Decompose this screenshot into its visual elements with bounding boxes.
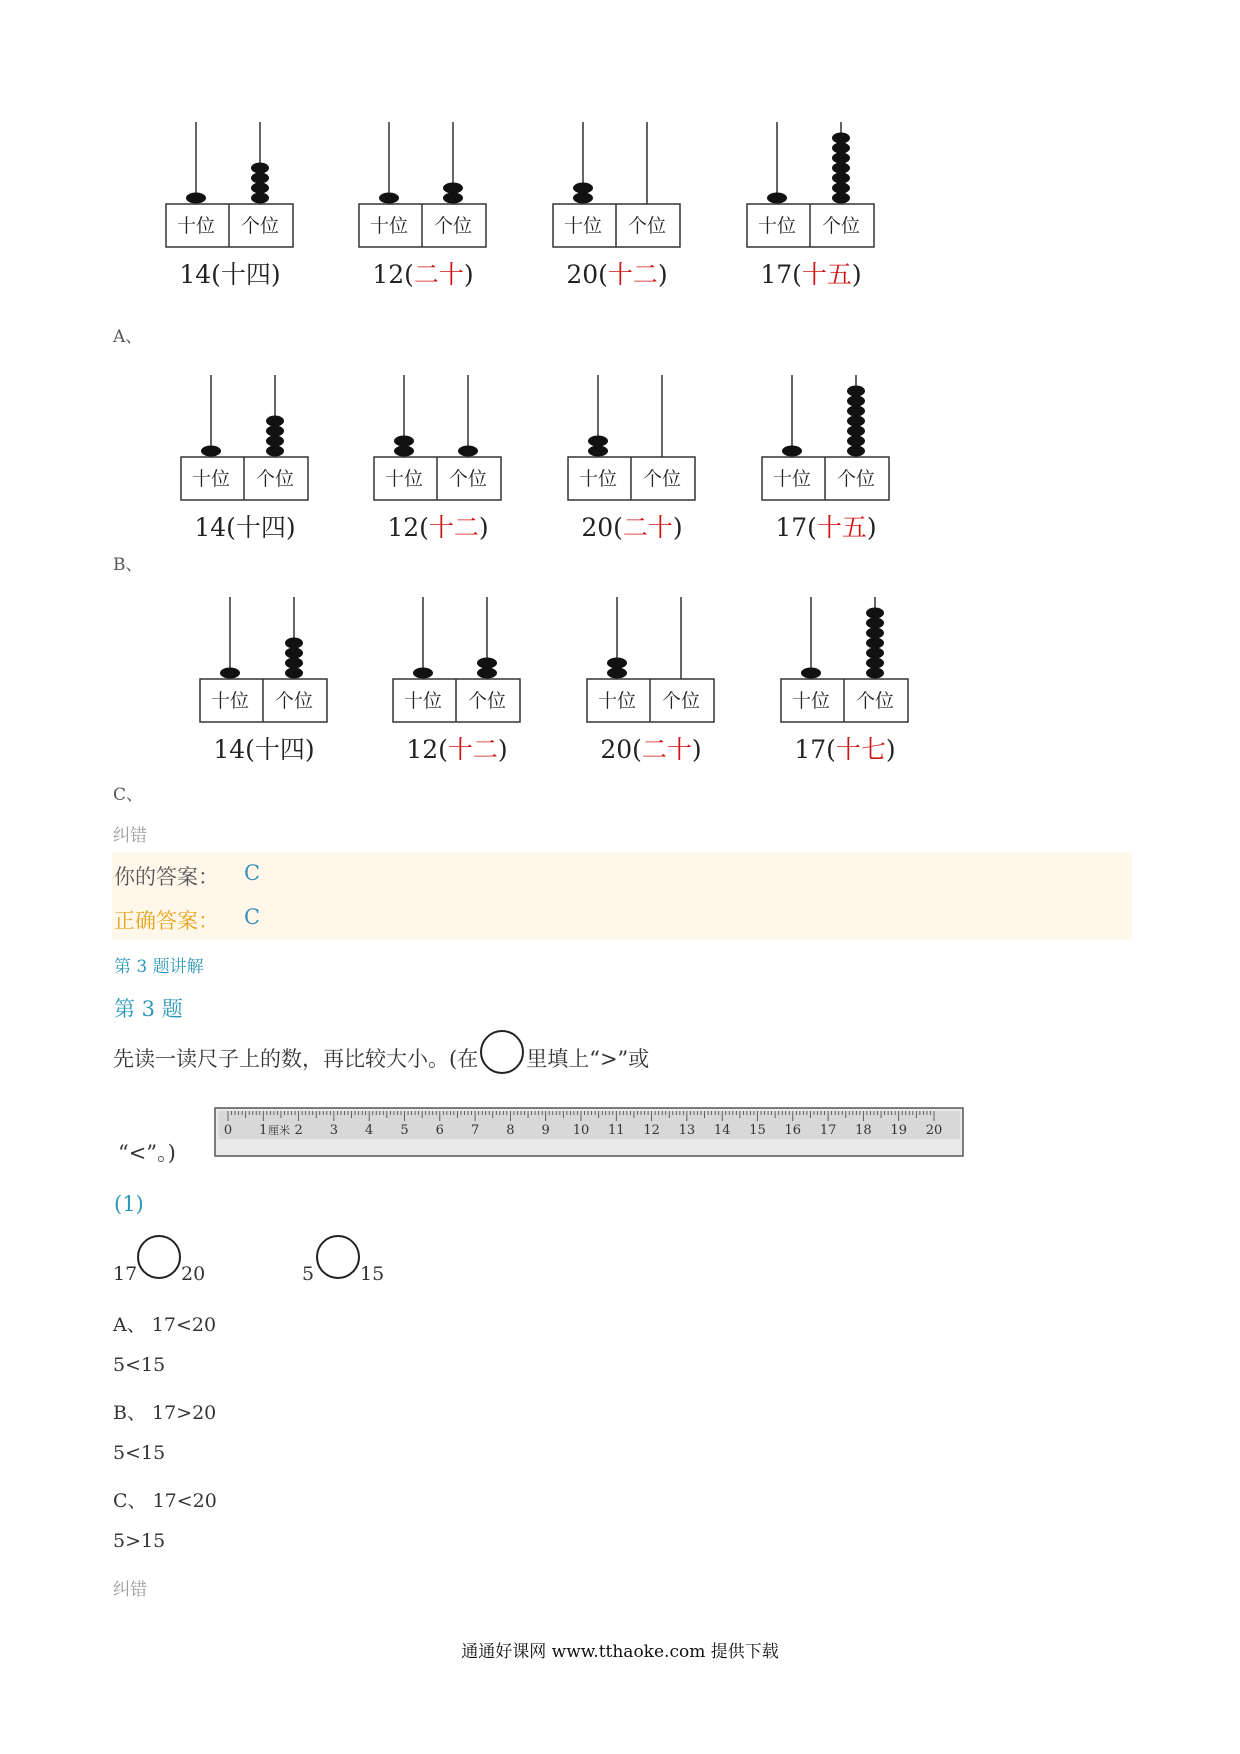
q3-explain-link[interactable]: 第 3 题讲解 xyxy=(114,957,204,977)
ones-bead xyxy=(847,446,865,457)
compare-2-left: 5 xyxy=(302,1263,315,1285)
abacus-caption xyxy=(557,508,707,544)
tens-bead xyxy=(782,446,802,457)
abacus-number: 20( xyxy=(581,513,623,542)
compare-circle-icon[interactable] xyxy=(316,1235,360,1279)
answer-box xyxy=(112,852,1132,940)
abacus-caption xyxy=(189,730,339,766)
ones-bead xyxy=(847,396,865,407)
option-c-label[interactable]: C、 xyxy=(113,785,144,805)
abacus-number: 14( xyxy=(194,513,236,542)
your-answer-label: 你的答案： xyxy=(114,865,219,889)
ones-label: 个位 xyxy=(433,215,473,237)
abacus-caption-close: ) xyxy=(851,260,862,289)
ones-bead xyxy=(266,426,284,437)
compare-1-right: 20 xyxy=(181,1263,206,1285)
ruler-tick-label: 0 xyxy=(223,1123,233,1138)
abacus-caption-close: ) xyxy=(478,513,489,542)
abacus-caption xyxy=(751,508,901,544)
abacus-reading: 二十 xyxy=(641,735,692,764)
ones-bead xyxy=(266,416,284,427)
abacus-caption xyxy=(155,255,305,291)
tens-bead xyxy=(767,193,787,204)
choice-c-line1[interactable]: C、 17<20 xyxy=(113,1490,217,1512)
abacus-reading: 十四 xyxy=(254,735,305,764)
ones-bead xyxy=(832,163,850,174)
tens-label: 十位 xyxy=(384,468,424,490)
abacus-caption-close: ) xyxy=(657,260,668,289)
abacus-reading: 二十 xyxy=(622,513,673,542)
blank-circle-icon xyxy=(480,1030,524,1074)
abacus-caption-close: ) xyxy=(866,513,877,542)
correction-link[interactable]: 纠错 xyxy=(113,826,147,846)
ruler-tick-label: 14 xyxy=(713,1123,731,1138)
abacus-reading: 十五 xyxy=(816,513,867,542)
q3-prompt-part1: 先读一读尺子上的数，再比较大小。(在 xyxy=(113,1047,479,1071)
ones-label: 个位 xyxy=(855,690,895,712)
ruler-tick-label: 20 xyxy=(925,1123,943,1138)
abacus-drawing xyxy=(165,120,295,250)
ones-bead xyxy=(866,648,884,659)
correct-answer-value: C xyxy=(244,905,261,929)
abacus-reading: 十四 xyxy=(220,260,271,289)
abacus-drawing xyxy=(358,120,488,250)
ones-bead xyxy=(847,386,865,397)
ones-bead xyxy=(251,173,269,184)
abacus xyxy=(761,373,891,548)
tens-bead xyxy=(588,436,608,447)
abacus xyxy=(199,595,329,770)
ruler-tick-label: 8 xyxy=(506,1123,515,1138)
tens-bead xyxy=(394,436,414,447)
ruler-tick-label: 16 xyxy=(784,1123,802,1138)
ones-bead xyxy=(266,446,284,457)
abacus xyxy=(586,595,716,770)
tens-label: 十位 xyxy=(369,215,409,237)
abacus-drawing xyxy=(780,595,910,725)
abacus-caption-close: ) xyxy=(672,513,683,542)
correct-answer-line xyxy=(114,905,261,935)
tens-bead xyxy=(573,183,593,194)
abacus-reading: 十四 xyxy=(235,513,286,542)
tens-bead xyxy=(801,668,821,679)
ruler-tick-label: 2 xyxy=(294,1123,303,1138)
abacus-number: 20( xyxy=(600,735,642,764)
abacus-drawing xyxy=(552,120,682,250)
abacus-reading: 十二 xyxy=(428,513,479,542)
abacus-caption xyxy=(770,730,920,766)
abacus-caption-close: ) xyxy=(691,735,702,764)
abacus-caption xyxy=(382,730,532,766)
option-b-label[interactable]: B、 xyxy=(113,555,143,575)
abacus-number: 12( xyxy=(406,735,448,764)
abacus-drawing xyxy=(392,595,522,725)
abacus-caption-close: ) xyxy=(270,260,281,289)
ones-label: 个位 xyxy=(240,215,280,237)
abacus-drawing xyxy=(373,373,503,503)
tens-bead xyxy=(379,193,399,204)
abacus-number: 14( xyxy=(179,260,221,289)
ruler-image xyxy=(214,1107,964,1159)
abacus-number: 20( xyxy=(566,260,608,289)
q3-correction-link[interactable]: 纠错 xyxy=(113,1580,147,1600)
ones-bead xyxy=(251,163,269,174)
ones-label: 个位 xyxy=(274,690,314,712)
ones-bead xyxy=(266,436,284,447)
abacus-caption-close: ) xyxy=(463,260,474,289)
tens-bead xyxy=(588,446,608,457)
ones-bead xyxy=(866,628,884,639)
abacus-number: 12( xyxy=(372,260,414,289)
ruler-tick-label: 7 xyxy=(470,1123,480,1138)
ones-bead xyxy=(285,648,303,659)
ones-label: 个位 xyxy=(255,468,295,490)
q3-sub-label: (1) xyxy=(114,1192,144,1216)
q3-prompt-line2: “<”。) xyxy=(118,1141,176,1165)
ones-bead xyxy=(832,183,850,194)
abacus xyxy=(392,595,522,770)
tens-label: 十位 xyxy=(597,690,637,712)
ruler-tick-label: 15 xyxy=(749,1123,766,1138)
abacus-caption xyxy=(170,508,320,544)
ruler-tick-label: 10 xyxy=(572,1123,590,1138)
option-c-abacus-row xyxy=(0,595,1240,795)
abacus-drawing xyxy=(180,373,310,503)
your-answer-line xyxy=(114,861,261,891)
tens-label: 十位 xyxy=(757,215,797,237)
ones-bead xyxy=(832,173,850,184)
ruler-tick-label: 9 xyxy=(541,1123,550,1138)
ones-bead xyxy=(847,426,865,437)
abacus-drawing xyxy=(586,595,716,725)
compare-1-left: 17 xyxy=(113,1263,138,1285)
abacus-caption xyxy=(348,255,498,291)
ruler-tick-label: 12 xyxy=(643,1123,660,1138)
option-a-abacus-row xyxy=(0,120,1240,320)
abacus-reading: 十五 xyxy=(801,260,852,289)
abacus-caption xyxy=(542,255,692,291)
abacus xyxy=(746,120,876,295)
ones-bead xyxy=(866,608,884,619)
abacus-drawing xyxy=(567,373,697,503)
ones-bead xyxy=(866,618,884,629)
abacus-reading: 十二 xyxy=(447,735,498,764)
tens-bead xyxy=(607,658,627,669)
tens-label: 十位 xyxy=(176,215,216,237)
abacus-number: 12( xyxy=(387,513,429,542)
choice-b-line2: 5<15 xyxy=(113,1442,166,1464)
abacus-caption-close: ) xyxy=(885,735,896,764)
tens-bead xyxy=(607,668,627,679)
tens-bead xyxy=(201,446,221,457)
abacus-caption-close: ) xyxy=(497,735,508,764)
ones-label: 个位 xyxy=(448,468,488,490)
abacus-drawing xyxy=(746,120,876,250)
abacus-caption-close: ) xyxy=(285,513,296,542)
compare-2-right: 15 xyxy=(360,1263,385,1285)
abacus-reading: 十七 xyxy=(835,735,886,764)
tens-label: 十位 xyxy=(791,690,831,712)
ones-bead xyxy=(285,638,303,649)
ruler-tick-label: 18 xyxy=(855,1123,872,1138)
abacus xyxy=(780,595,910,770)
tens-bead xyxy=(573,193,593,204)
abacus-caption xyxy=(363,508,513,544)
abacus-caption xyxy=(736,255,886,291)
tens-bead xyxy=(220,668,240,679)
tens-bead xyxy=(394,446,414,457)
ruler-svg xyxy=(214,1107,964,1159)
q3-prompt-line1 xyxy=(113,1030,649,1074)
compare-circle-icon[interactable] xyxy=(137,1235,181,1279)
tens-label: 十位 xyxy=(210,690,250,712)
abacus-number: 17( xyxy=(794,735,836,764)
abacus-reading: 十二 xyxy=(607,260,658,289)
ones-bead xyxy=(847,416,865,427)
choice-a-line1[interactable]: A、 17<20 xyxy=(113,1314,217,1336)
option-b-abacus-row xyxy=(0,373,1240,573)
tens-label: 十位 xyxy=(191,468,231,490)
ruler-tick-label: 19 xyxy=(890,1123,907,1138)
ruler-tick-label: 11 xyxy=(608,1123,625,1138)
q3-title: 第 3 题 xyxy=(114,997,183,1021)
ruler-tick-label: 13 xyxy=(678,1123,696,1138)
abacus xyxy=(180,373,310,548)
ones-bead xyxy=(847,406,865,417)
abacus-reading: 二十 xyxy=(413,260,464,289)
ones-label: 个位 xyxy=(661,690,701,712)
ones-bead xyxy=(866,638,884,649)
ones-bead xyxy=(251,193,269,204)
ones-bead xyxy=(832,133,850,144)
ones-bead xyxy=(832,153,850,164)
tens-bead xyxy=(413,668,433,679)
footer-text: 通通好课网 www.tthaoke.com 提供下载 xyxy=(461,1642,779,1662)
tens-label: 十位 xyxy=(772,468,812,490)
ones-label: 个位 xyxy=(627,215,667,237)
abacus-number: 14( xyxy=(213,735,255,764)
q3-prompt-part2: 里填上“>”或 xyxy=(526,1047,650,1071)
abacus xyxy=(373,373,503,548)
ones-bead xyxy=(443,193,463,204)
ones-bead xyxy=(477,658,497,669)
abacus-caption-close: ) xyxy=(304,735,315,764)
abacus-number: 17( xyxy=(775,513,817,542)
ruler-tick-label: 5 xyxy=(400,1123,409,1138)
abacus-drawing xyxy=(199,595,329,725)
ruler-tick-label: 17 xyxy=(819,1123,837,1138)
abacus xyxy=(358,120,488,295)
abacus xyxy=(552,120,682,295)
ones-bead xyxy=(847,436,865,447)
ones-bead xyxy=(866,658,884,669)
ruler-unit-label: 厘米 xyxy=(268,1124,291,1137)
ones-bead xyxy=(832,193,850,204)
tens-label: 十位 xyxy=(563,215,603,237)
ruler-tick-label: 3 xyxy=(329,1123,339,1138)
tens-label: 十位 xyxy=(578,468,618,490)
ones-bead xyxy=(458,446,478,457)
choice-c-line2: 5>15 xyxy=(113,1530,166,1552)
ones-bead xyxy=(251,183,269,194)
ones-bead xyxy=(443,183,463,194)
correct-answer-label: 正确答案： xyxy=(114,909,219,933)
ones-bead xyxy=(477,668,497,679)
option-a-label[interactable]: A、 xyxy=(113,327,143,347)
ones-bead xyxy=(285,668,303,679)
ones-label: 个位 xyxy=(836,468,876,490)
choice-a-line2: 5<15 xyxy=(113,1354,166,1376)
your-answer-value: C xyxy=(244,861,261,885)
ones-label: 个位 xyxy=(642,468,682,490)
ruler-tick-label: 1 xyxy=(259,1123,268,1138)
ones-label: 个位 xyxy=(467,690,507,712)
ones-bead xyxy=(832,143,850,154)
abacus-drawing xyxy=(761,373,891,503)
abacus xyxy=(165,120,295,295)
tens-bead xyxy=(186,193,206,204)
ruler-tick-label: 4 xyxy=(365,1123,374,1138)
abacus-caption xyxy=(576,730,726,766)
abacus xyxy=(567,373,697,548)
ones-label: 个位 xyxy=(821,215,861,237)
abacus-number: 17( xyxy=(760,260,802,289)
choice-b-line1[interactable]: B、 17>20 xyxy=(113,1402,217,1424)
tens-label: 十位 xyxy=(403,690,443,712)
ruler-tick-label: 6 xyxy=(435,1123,444,1138)
ones-bead xyxy=(866,668,884,679)
ones-bead xyxy=(285,658,303,669)
